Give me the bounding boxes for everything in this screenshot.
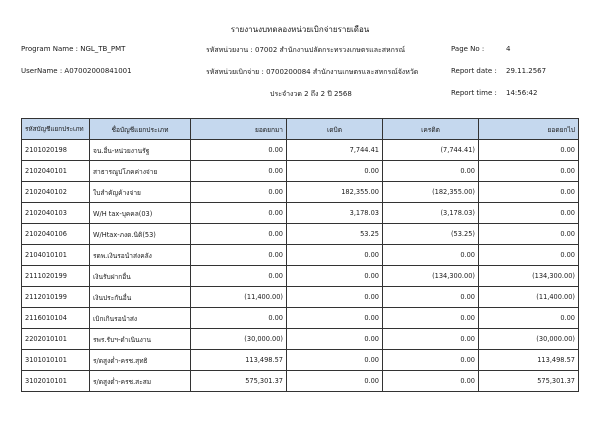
table-row — [22, 287, 579, 308]
cell-debit: 0.00 — [287, 371, 383, 392]
cell-closing-balance: 0.00 — [479, 224, 579, 245]
cell-debit: 53.25 — [287, 224, 383, 245]
report-time-label: Report time : — [451, 89, 497, 97]
cell-account-code: 3101010101 — [22, 350, 90, 371]
cell-account-code: 2102040101 — [22, 161, 90, 182]
cell-credit: 0.00 — [383, 308, 479, 329]
cell-credit: 0.00 — [383, 329, 479, 350]
col-header-closing-balance: ยอดยกไป — [479, 119, 579, 140]
cell-opening-balance: 0.00 — [191, 203, 287, 224]
cell-account-name: รพร.รับฯ-ดำเนินงาน — [90, 329, 191, 350]
cell-opening-balance: 0.00 — [191, 182, 287, 203]
table-row — [22, 224, 579, 245]
cell-account-name: เบิกเกินรอนำส่ง — [90, 308, 191, 329]
cell-account-code: 2202010101 — [22, 329, 90, 350]
cell-account-name: ใบสำคัญค้างจ่าย — [90, 182, 191, 203]
table-row — [22, 245, 579, 266]
cell-account-name: เงินประกันอื่น — [90, 287, 191, 308]
cell-opening-balance: 0.00 — [191, 245, 287, 266]
report-date-label: Report date : — [451, 67, 497, 75]
cell-account-code: 2104010101 — [22, 245, 90, 266]
cell-debit: 182,355.00 — [287, 182, 383, 203]
cell-debit: 0.00 — [287, 161, 383, 182]
cell-account-name: ร/ดสูงต่ำ-ครช.สะสม — [90, 371, 191, 392]
cell-credit: (3,178.03) — [383, 203, 479, 224]
report-date-value: 29.11.2567 — [506, 67, 547, 75]
cell-opening-balance: 0.00 — [191, 308, 287, 329]
cell-closing-balance: 0.00 — [479, 182, 579, 203]
cell-account-name: รดพ.เงินรอนำส่งคลัง — [90, 245, 191, 266]
cell-opening-balance: 0.00 — [191, 161, 287, 182]
cell-account-name: W/H tax-บุคคล(03) — [90, 203, 191, 224]
table-row — [22, 350, 579, 371]
disbursing-line: รหัสหน่วยเบิกจ่าย : 0700200084 สำนักงานเกษตรและสหกรณ์จังหวัด — [206, 68, 419, 76]
cell-credit: (134,300.00) — [383, 266, 479, 287]
table-row — [22, 182, 579, 203]
period-line: ประจำงวด 2 ถึง 2 ปี 2568 — [270, 90, 352, 98]
cell-credit: 0.00 — [383, 287, 479, 308]
cell-closing-balance: 0.00 — [479, 140, 579, 161]
table-row — [22, 161, 579, 182]
cell-debit: 0.00 — [287, 308, 383, 329]
page-label: Page No : — [451, 45, 485, 53]
cell-debit: 0.00 — [287, 350, 383, 371]
cell-credit: 0.00 — [383, 350, 479, 371]
cell-credit: (182,355.00) — [383, 182, 479, 203]
program-name: Program Name : NGL_TB_PMT — [21, 45, 126, 53]
cell-account-name: เงินรับฝากอื่น — [90, 266, 191, 287]
cell-account-name: สาธารณูปโภคค่างจ่าย — [90, 161, 191, 182]
report-title: รายงานงบทดลองหน่วยเบิกจ่ายรายเดือน — [230, 25, 370, 34]
page-value: 4 — [506, 45, 511, 53]
cell-closing-balance: (11,400.00) — [479, 287, 579, 308]
col-header-account-code: รหัสบัญชีแยกประเภท — [22, 119, 90, 140]
col-header-opening-balance: ยอดยกมา — [191, 119, 287, 140]
cell-closing-balance: 0.00 — [479, 161, 579, 182]
cell-account-code: 2102040103 — [22, 203, 90, 224]
table-header-row — [22, 119, 579, 140]
cell-closing-balance: 575,301.37 — [479, 371, 579, 392]
cell-opening-balance: 0.00 — [191, 140, 287, 161]
cell-account-code: 3102010101 — [22, 371, 90, 392]
col-header-debit: เดบิต — [287, 119, 383, 140]
cell-credit: 0.00 — [383, 245, 479, 266]
table-row — [22, 203, 579, 224]
cell-closing-balance: 0.00 — [479, 308, 579, 329]
cell-closing-balance: (30,000.00) — [479, 329, 579, 350]
cell-account-name: W/Htax-ภงด.นิติ(53) — [90, 224, 191, 245]
cell-account-code: 2116010104 — [22, 308, 90, 329]
cell-account-name: จน.อื่น-หน่วยงานรัฐ — [90, 140, 191, 161]
cell-debit: 7,744.41 — [287, 140, 383, 161]
table-row — [22, 140, 579, 161]
cell-closing-balance: 0.00 — [479, 245, 579, 266]
user-name: UserName : A07002000841001 — [21, 67, 132, 75]
cell-opening-balance: 113,498.57 — [191, 350, 287, 371]
cell-opening-balance: 575,301.37 — [191, 371, 287, 392]
agency-line: รหัสหน่วยงาน : 07002 สำนักงานปลัดกระทรวงเกษตรและสหกรณ์ — [206, 46, 406, 54]
cell-closing-balance: 0.00 — [479, 203, 579, 224]
table-row — [22, 329, 579, 350]
cell-account-code: 2112010199 — [22, 287, 90, 308]
cell-credit: 0.00 — [383, 371, 479, 392]
cell-credit: 0.00 — [383, 161, 479, 182]
col-header-credit: เครดิต — [383, 119, 479, 140]
cell-debit: 3,178.03 — [287, 203, 383, 224]
cell-debit: 0.00 — [287, 287, 383, 308]
cell-account-code: 2102040102 — [22, 182, 90, 203]
cell-opening-balance: 0.00 — [191, 266, 287, 287]
cell-opening-balance: (30,000.00) — [191, 329, 287, 350]
cell-account-code: 2102040106 — [22, 224, 90, 245]
cell-debit: 0.00 — [287, 266, 383, 287]
table-row — [22, 266, 579, 287]
cell-credit: (7,744.41) — [383, 140, 479, 161]
cell-account-code: 2101020198 — [22, 140, 90, 161]
cell-opening-balance: (11,400.00) — [191, 287, 287, 308]
cell-debit: 0.00 — [287, 245, 383, 266]
col-header-account-name: ชื่อบัญชีแยกประเภท — [90, 119, 191, 140]
cell-closing-balance: (134,300.00) — [479, 266, 579, 287]
trial-balance-table — [21, 118, 579, 392]
cell-account-code: 2111020199 — [22, 266, 90, 287]
table-row — [22, 308, 579, 329]
report-time-value: 14:56:42 — [506, 89, 538, 97]
cell-opening-balance: 0.00 — [191, 224, 287, 245]
cell-debit: 0.00 — [287, 329, 383, 350]
cell-closing-balance: 113,498.57 — [479, 350, 579, 371]
table-row — [22, 371, 579, 392]
cell-credit: (53.25) — [383, 224, 479, 245]
cell-account-name: ร/ดสูงต่ำ-ครช.สุทธิ — [90, 350, 191, 371]
